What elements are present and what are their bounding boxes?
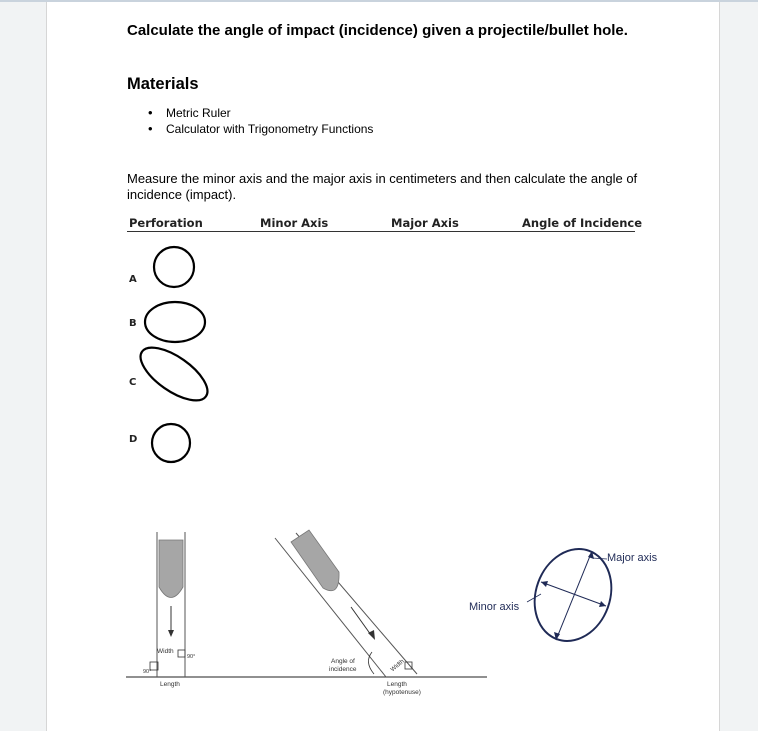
- column-header-major-axis: Major Axis: [391, 216, 459, 230]
- column-header-minor-axis: Minor Axis: [260, 216, 329, 230]
- angled-impact-diagram: [275, 530, 421, 696]
- length-label: Length: [160, 681, 180, 688]
- minor-axis-label: Minor axis: [469, 601, 520, 613]
- length-label-line1: Length: [387, 681, 407, 688]
- materials-item-label: Metric Ruler: [166, 106, 231, 120]
- perforation-shape-a: [154, 247, 194, 287]
- major-axis-line: [556, 551, 592, 640]
- perforation-shape-c: [132, 338, 215, 411]
- perforation-label-d: D: [129, 434, 138, 445]
- perforation-shape-d: [152, 424, 190, 462]
- perforation-label-b: B: [129, 318, 137, 329]
- perforation-label-a: A: [129, 274, 137, 285]
- column-header-angle-of-incidence: Angle of Incidence: [522, 216, 643, 230]
- materials-item-label: Calculator with Trigonometry Functions: [166, 122, 374, 136]
- angle-of-incidence-label-line2: incidence: [329, 666, 357, 673]
- instructions-text: Measure the minor axis and the major axis in centimeters and then calculate the angle of incidence (impact).: [127, 171, 638, 202]
- column-header-perforation: Perforation: [129, 216, 203, 230]
- diagrams-canvas: [47, 2, 719, 731]
- bullet-icon: [291, 530, 339, 591]
- document-page: [46, 2, 720, 731]
- angle-label-left: 90°: [143, 669, 152, 675]
- bullet-icon: •: [148, 121, 153, 136]
- bullet-icon: [159, 540, 183, 598]
- right-angle-icon: [178, 650, 185, 657]
- bullet-icon: •: [148, 105, 153, 120]
- angle-label-top: 90°: [187, 654, 196, 660]
- width-label: Width: [389, 658, 406, 674]
- materials-heading: Materials: [127, 75, 199, 93]
- perforation-shape-b: [145, 302, 205, 342]
- ellipse-axes-diagram: [469, 538, 658, 652]
- length-label-line2: (hypotenuse): [383, 689, 421, 696]
- arrow-down-icon: [168, 630, 174, 637]
- right-angle-icon: [405, 662, 412, 669]
- angle-of-incidence-label-line1: Angle of: [331, 658, 355, 665]
- perforation-label-c: C: [129, 377, 137, 388]
- major-axis-label: Major axis: [607, 552, 658, 564]
- width-label: Width: [157, 648, 174, 655]
- minor-axis-line: [541, 582, 606, 606]
- document-title: Calculate the angle of impact (incidence) given a projectile/bullet hole.: [127, 22, 628, 39]
